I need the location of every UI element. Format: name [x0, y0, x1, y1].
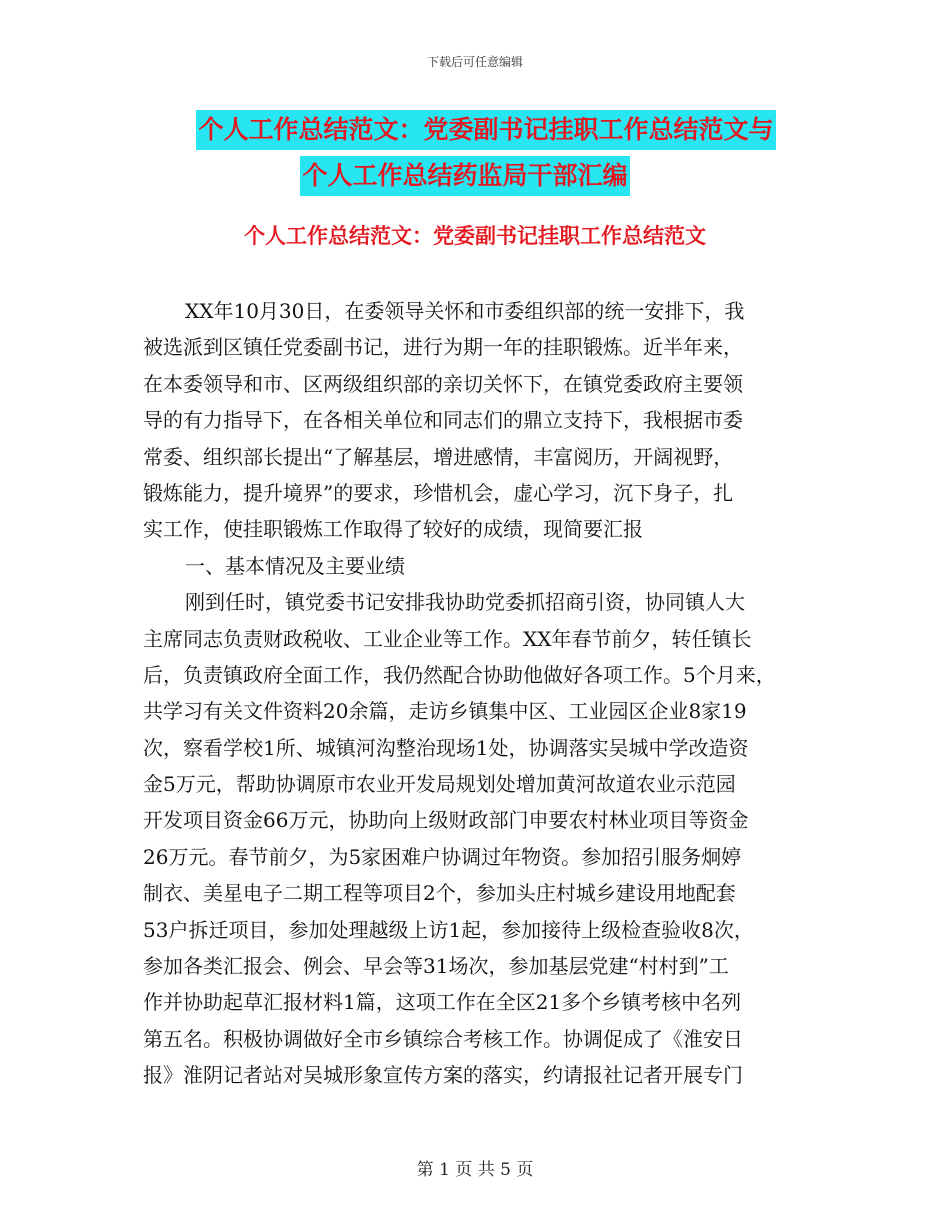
paragraph-line: 作并协助起草汇报材料1篇，这项工作在全区21多个乡镇考核中名列: [143, 990, 742, 1015]
document-title-line-1: 个人工作总结范文：党委副书记挂职工作总结范文与: [196, 110, 775, 150]
paragraph-line: 导的有力指导下，在各相关单位和同志们的鼎立支持下，我根据市委: [143, 408, 743, 433]
paragraph-line: 53户拆迁项目，参加处理越级上访1起，参加接待上级检查验收8次，: [143, 917, 754, 942]
paragraph-line: 报》淮阴记者站对吴城形象宣传方案的落实，约请报社记者开展专门: [143, 1063, 743, 1088]
paragraph-line: XX年10月30日，在委领导关怀和市委组织部的统一安排下，我: [185, 299, 745, 323]
document-title-line-2: 个人工作总结药监局干部汇编: [300, 156, 629, 196]
body-text: [143, 293, 828, 1094]
document-title: [0, 110, 950, 202]
paragraph-line: 开发项目资金66万元，协助向上级财政部门申要农村林业项目等资金: [143, 808, 749, 833]
paragraph-line: 制衣、美星电子二期工程等项目2个，参加头庄村城乡建设用地配套: [143, 881, 736, 906]
paragraph-line: 后，负责镇政府全面工作，我仍然配合协助他做好各项工作。5个月来，: [143, 662, 776, 687]
paragraph-line: 常委、组织部长提出“了解基层，增进感情，丰富阅历，开阔视野，: [143, 444, 734, 469]
paragraph-line: 被选派到区镇任党委副书记，进行为期一年的挂职锻炼。近半年来，: [143, 335, 743, 360]
paragraph-line: 参加各类汇报会、例会、早会等31场次，参加基层党建“村村到”工: [143, 954, 729, 979]
header-note: 下载后可任意编辑: [426, 55, 523, 69]
paragraph-line: 在本委领导和市、区两级组织部的亲切关怀下，在镇党委政府主要领: [143, 371, 743, 396]
section-heading: 一、基本情况及主要业绩: [185, 553, 405, 578]
paragraph-line: 26万元。春节前夕，为5家困难户协调过年物资。参加招引服务炯婷: [143, 844, 742, 869]
paragraph-line: 刚到任时，镇党委书记安排我协助党委抓招商引资，协同镇人大: [185, 590, 745, 615]
paragraph-line: 主席同志负责财政税收、工业企业等工作。XX年春节前夕，转任镇长: [143, 626, 752, 651]
paragraph-line: 共学习有关文件资料20余篇，走访乡镇集中区、工业园区企业8家19: [143, 699, 747, 724]
paragraph-line: 锻炼能力，提升境界”的要求，珍惜机会，虚心学习，沉下身子，扎: [143, 480, 734, 505]
paragraph-line: 次，察看学校1所、城镇河沟整治现场1处，协调落实吴城中学改造资: [143, 735, 749, 760]
paragraph-line: 第五名。积极协调做好全市乡镇综合考核工作。协调促成了《淮安日: [143, 1026, 743, 1051]
paragraph-line: 金5万元，帮助协调原市农业开发局规划处增加黄河故道农业示范园: [143, 772, 736, 797]
page-footer: 第 1 页 共 5 页: [416, 1160, 534, 1180]
paragraph-line: 实工作，使挂职锻炼工作取得了较好的成绩，现简要汇报: [143, 517, 643, 542]
section-title: 个人工作总结范文：党委副书记挂职工作总结范文: [244, 224, 706, 248]
